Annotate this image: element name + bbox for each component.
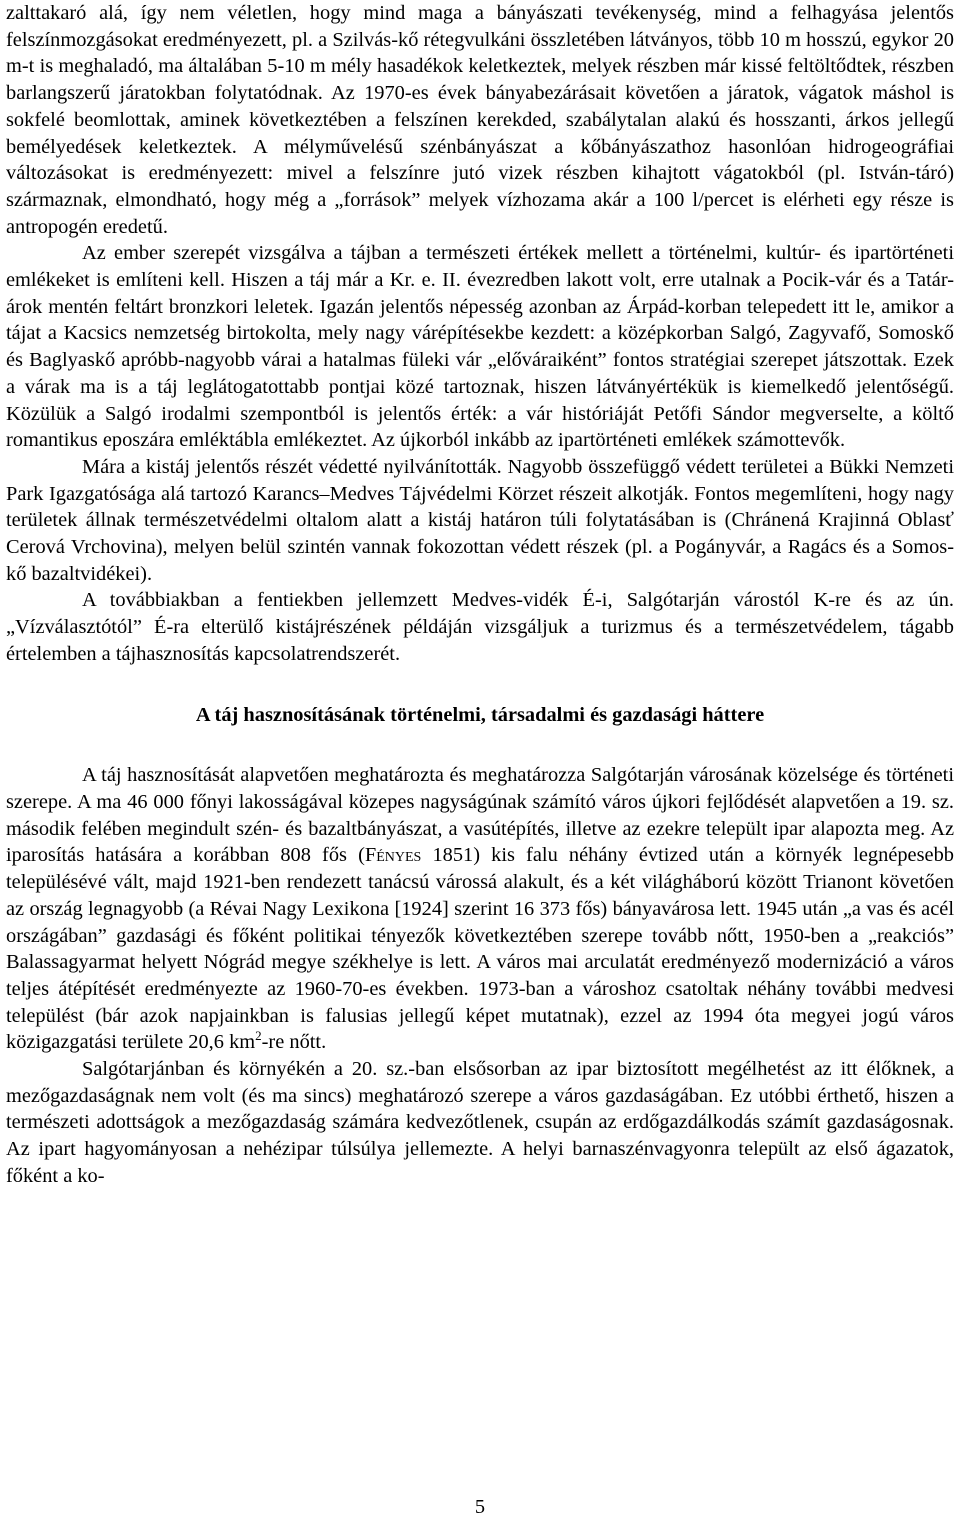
history-text-part-1: A táj hasznosítását alapvetően meghatározta és meghatározza Salgótarján városának közelsége és történeti szerepe. A ma 46 000 főnyi lakosságával közepes nagyságúnak számító város újkori fejlődését alapvetően a 19. sz. második felében megindult szén- és bazaltbányászat, a vasútépítés, illetve az ezekre települt ipar alapozta meg. Az iparosítás hatására a korábban 808 fős ( [6,764,954,867]
paragraph-human-role: Az ember szerepét vizsgálva a tájban a természeti értékek mellett a történelmi, kultúr- és ipartörténeti emlékeket is említeni kell. Hiszen a táj már a Kr. e. II. évezredben lakott volt, erre utalnak a Pocik-vár és a Tatár-árok mentén feltárt bronzkori leletek. Igazán jelentős népesség azonban az Árpád-korban telepedett itt le, amikor a tájat a Kacsics nemzetség birtokolta, mely nagy várépítésekbe kezdett: a középkorban Salgó, Zagyvafő, Somoskő és Baglyaskő apróbb-nagyobb várai a hatalmas füleki vár „elővárаiként” fontos stratégiai szerepet játszottak. Ezek a várak ma is a táj leglátogatottabb pontjai közé tartoznak, hiszen látványértékük is kiemelkedő jelentőségű. Közülük a Salgó irodalmi szempontból is jelentős érték: a vár históriáját Petőfi Sándor megverselte, a költő romantikus eposzára emléktábla emlékeztet. Az újkorból inkább az ipartörténeti emlékek számottevők. [6,242,954,452]
paragraph-study-scope: A továbbiakban a fentiekben jellemzett Medves-vidék É-i, Salgótarján várostól K-re és az ún. „Vízválasztótól” É-ra elterülő kistájrészének példáján vizsgáljuk a turizmus és a természetvédelem, tágabb értelemben a tájhasznosítás kapcsolatrendszerét. [6,589,954,665]
paragraph-economy: Salgótarjánban és környékén a 20. sz.-ban elsősorban az ipar biztosított megélhetést az itt élőknek, a mezőgazdaságnak nem volt (és ma sincs) meghatározó szerepe a város gazdaságában. Ez utóbbi érthető, hiszen a természeti adottságok a mezőgazdaság számára kedvezőtlenek, csupán az erdőgazdálkodás számít gazdaságosnak. Az ipart hagyományosan a nehézipar túlsúlya jellemezte. A helyi barnaszénvagyonra települt az első ágazatok, főként a ko- [6,1058,954,1187]
history-text-part-2: 1851) kis falu néhány évtized után a környék legnépesebb településévé vált, majd 1921-ben rendezett tanácsú várossá alakult, és a két világháború között Trianont követően az ország legnagyobb (a Révai Nagy Lexikona [1924] szerint 16 373 fős) bányavárosa lett. 1945 után „a vas és acél országában” gazdasági és főként politikai tényezők következtében szerepe tovább nőtt, 1950-ben a „reakciós” Balassagyarmat helyett Nógrád megye székhelye is lett. A város mai arculatát eredményező modernizáció a város teljes átépítését eredményezte az 1960-70-es években. 1973-ban a városhoz csatoltak néhány további medvesi települést (bár azok napjainkban is falusias jellegű képet mutatnak), ezzel az 1994 óta megyei jogú város közigazgatási területe 20,6 km [6,844,954,1054]
citation-author: Fényes [364,844,422,867]
paragraph-protected-areas: Mára a kistáj jelentős részét védetté nyilvánították. Nagyobb összefüggő védett területei a Bükki Nemzeti Park Igazgatósága alá tartozó Karancs–Medves Tájvédelmi Körzet részeit alkotják. Fontos megemlíteni, hogy nagy területek állnak természetvédelmi oltalom alatt a kistáj határon túli folytatásában is (Chránená Krajinná Oblasť Cerová Vrchovina), melyen belül szintén vannak fokozottan védett részek (pl. a Pogányvár, a Ragács és a Somos-kő bazaltvidékei). [6,455,954,585]
paragraph-salgotarjan-history [6,762,954,1056]
page-body [6,0,954,1190]
section-heading: A táj hasznosításának történelmi, társadalmi és gazdasági háttere [195,703,765,726]
paragraph-mining-effects: zalttakaró alá, így nem véletlen, hogy mind maga a bányászati tevékenység, mind a felhagyása jelentős felszínmozgásokat eredményezett, pl. a Szilvás-kő rétegvulkáni összletében látványos, több 10 m hosszú, egykor 20 m-t is meghaladó, ma általában 5-10 m mély hasadékok keletkeztek, melyek részben már kissé feltöltődtek, részben barlangszerű járatokban folytatódnak. Az 1970-es évek bányabezárásait követően a járatok, vágatok máshol is sokfelé beomlottak, aminek következtében a felszínen kerekded, szabálytalan alakú és hosszanti, árkos jellegű bemélyedések keletkeztek. A mélyművelésű szénbányászat a kőbányászathoz hasonlóan hidrogeográfiai változásokat is eredményezett: mivel a felszínre jutó vizek részben kihajtott vágatokból (pl. István-táró) származnak, elmondható, hogy még a „források” melyek vízhozama akár a 100 l/percet is elérheti egy része is antropogén eredetű. [6,2,954,238]
page-number: 5 [474,1496,486,1518]
area-superscript: 2 [255,1028,262,1044]
history-text-part-3: -re nőtt. [261,1031,327,1054]
